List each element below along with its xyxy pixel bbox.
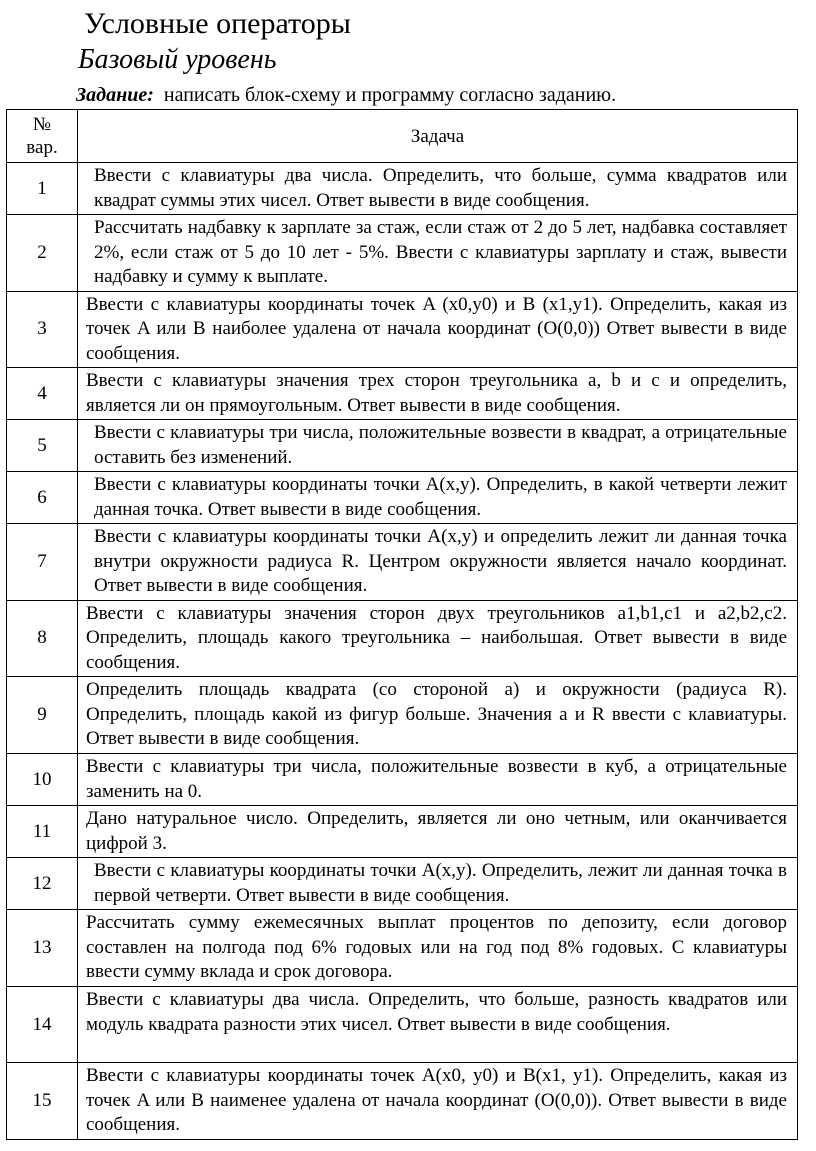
variant-number: 6 [7, 472, 78, 524]
variant-number: 8 [7, 600, 78, 677]
task-text-cell: Ввести с клавиатуры два числа. Определить, что больше, разность квадратов или модуль квадрата разности этих чисел. Ответ вывести в виде сообщения. [78, 987, 798, 1063]
table-header-row [7, 110, 798, 163]
task-text-cell: Ввести с клавиатуры два числа. Определить, что больше, сумма квадратов или квадрат суммы этих чисел. Ответ вывести в виде сообщения. [78, 163, 798, 215]
task-text-cell: Дано натуральное число. Определить, является ли оно четным, или оканчивается цифрой 3. [78, 806, 798, 858]
variant-number: 3 [7, 291, 78, 368]
variant-number: 14 [7, 987, 78, 1063]
task-text-cell: Ввести с клавиатуры три числа, положительные возвести в квадрат, а отрицательные оставить без изменений. [78, 420, 798, 472]
table-row [7, 163, 798, 215]
variant-number: 12 [7, 858, 78, 910]
variant-number: 13 [7, 910, 78, 987]
task-text-cell: Определить площадь квадрата (со стороной a) и окружности (радиуса R). Определить, площадь какой из фигур больше. Значения a и R ввести с клавиатуры. Ответ вывести в виде сообщения. [78, 677, 798, 754]
table-row [7, 754, 798, 806]
variant-number: 15 [7, 1063, 78, 1140]
table-row [7, 524, 798, 601]
task-text-cell: Ввести с клавиатуры координаты точек A (x0,y0) и B (x1,y1). Определить, какая из точек A или B наиболее удалена от начала координат (O(0,0)) Ответ вывести в виде сообщения. [78, 291, 798, 368]
variant-number: 7 [7, 524, 78, 601]
variant-number: 9 [7, 677, 78, 754]
task-text-cell: Ввести с клавиатуры координаты точки A(x,y). Определить, лежит ли данная точка в первой четверти. Ответ вывести в виде сообщения. [78, 858, 798, 910]
table-row [7, 858, 798, 910]
table-row [7, 987, 798, 1063]
table-row [7, 600, 798, 677]
level-subtitle: Базовый уровень [78, 44, 277, 75]
task-instruction [76, 82, 616, 108]
table-row [7, 472, 798, 524]
task-text-cell: Ввести с клавиатуры координаты точки A(x,y) и определить лежит ли данная точка внутри окружности радиуса R. Центром окружности является начало координат. Ответ вывести в виде сообщения. [78, 524, 798, 601]
variant-number: 11 [7, 806, 78, 858]
task-label: Задание: [76, 84, 154, 106]
task-text: написать блок-схему и программу согласно заданию. [163, 84, 617, 106]
column-header-task: Задача [78, 110, 798, 163]
variant-number: 4 [7, 368, 78, 420]
task-text-cell: Ввести с клавиатуры три числа, положительные возвести в куб, а отрицательные заменить на 0. [78, 754, 798, 806]
variant-number: 10 [7, 754, 78, 806]
page-title: Условные операторы [84, 7, 351, 40]
table-row [7, 910, 798, 987]
variant-number: 1 [7, 163, 78, 215]
table-row [7, 420, 798, 472]
task-text-cell: Ввести с клавиатуры координаты точек A(x0, y0) и B(x1, y1). Определить, какая из точек A или B наименее удалена от начала координат (O(0,0)). Ответ вывести в виде сообщения. [78, 1063, 798, 1140]
task-text-cell: Рассчитать надбавку к зарплате за стаж, если стаж от 2 до 5 лет, надбавка составляет 2%, если стаж от 5 до 10 лет - 5%. Ввести с клавиатуры зарплату и стаж, вывести надбавку и сумму к выплате. [78, 215, 798, 292]
variant-number: 2 [7, 215, 78, 292]
task-text-cell: Рассчитать сумму ежемесячных выплат процентов по депозиту, если договор составлен на полгода под 6% годовых или на год под 8% годовых. С клавиатуры ввести сумму вклада и срок договора. [78, 910, 798, 987]
variant-number: 5 [7, 420, 78, 472]
table-row [7, 1063, 798, 1140]
column-header-variant: № вар. [7, 110, 78, 163]
task-text-cell: Ввести с клавиатуры значения трех сторон треугольника a, b и c и определить, является ли он прямоугольным. Ответ вывести в виде сообщения. [78, 368, 798, 420]
table-row [7, 291, 798, 368]
task-text-cell: Ввести с клавиатуры значения сторон двух треугольников a1,b1,c1 и a2,b2,c2. Определить, площадь какого треугольника – наибольшая. Ответ вывести в виде сообщения. [78, 600, 798, 677]
table-row [7, 215, 798, 292]
task-text-cell: Ввести с клавиатуры координаты точки A(x,y). Определить, в какой четверти лежит данная точка. Ответ вывести в виде сообщения. [78, 472, 798, 524]
table-row [7, 806, 798, 858]
table-row [7, 368, 798, 420]
table-row [7, 677, 798, 754]
tasks-table [6, 109, 798, 1140]
